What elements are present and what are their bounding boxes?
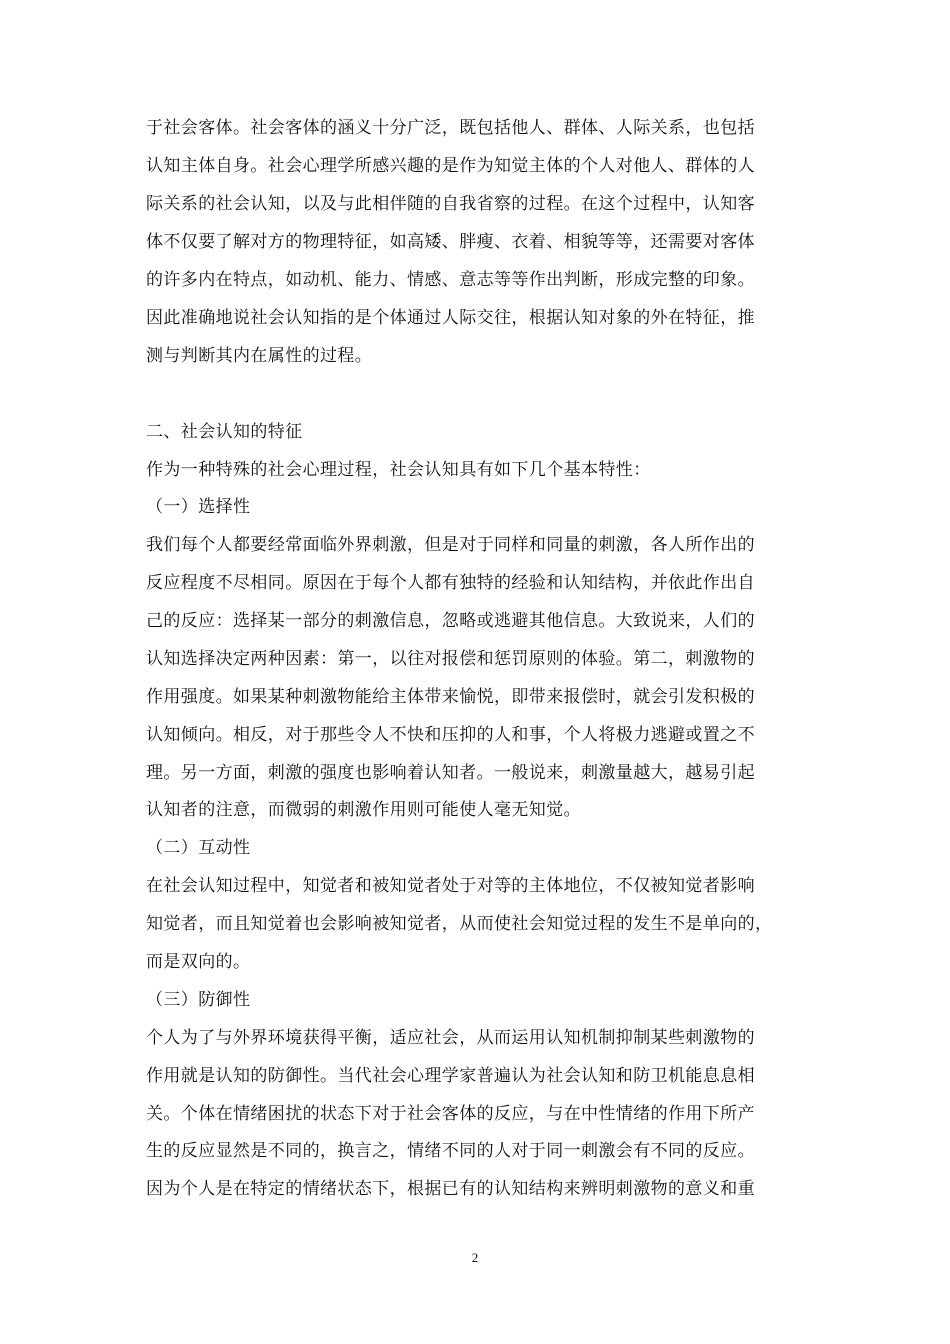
text-line: 理。另一方面，刺激的强度也影响着认知者。一般说来，刺激量越大，越易引起 [146, 763, 755, 783]
text-line: 作用就是认知的防御性。当代社会心理学家普遍认为社会认知和防卫机能息息相 [146, 1066, 755, 1086]
page-number: 2 [471, 1250, 479, 1265]
text-line: 测与判断其内在属性的过程。 [146, 346, 373, 366]
text-line: 我们每个人都要经常面临外界刺激，但是对于同样和同量的刺激，各人所作出的 [146, 535, 755, 555]
text-line: 体不仅要了解对方的物理特征，如高矮、胖瘦、衣着、相貌等等，还需要对客体 [146, 232, 755, 252]
text-line: 在社会认知过程中，知觉者和被知觉者处于对等的主体地位，不仅被知觉者影响 [146, 876, 755, 896]
section-heading: 二、社会认知的特征 [146, 422, 303, 442]
text-line: 因此准确地说社会认知指的是个体通过人际交往，根据认知对象的外在特征，推 [146, 308, 755, 328]
text-line: 因为个人是在特定的情绪状态下，根据已有的认知结构来辨明刺激物的意义和重 [146, 1179, 755, 1199]
text-line: 个人为了与外界环境获得平衡，适应社会，从而运用认知机制抑制某些刺激物的 [146, 1028, 755, 1048]
text-line: 作为一种特殊的社会心理过程，社会认知具有如下几个基本特性： [146, 460, 651, 480]
subsection-heading: （三）防御性 [146, 990, 251, 1010]
subsection-heading: （二）互动性 [146, 838, 251, 858]
text-line: 认知主体自身。社会心理学所感兴趣的是作为知觉主体的个人对他人、群体的人 [146, 156, 755, 176]
text-line: 认知者的注意，而微弱的刺激作用则可能使人毫无知觉。 [146, 800, 581, 820]
text-line: 关。个体在情绪困扰的状态下对于社会客体的反应，与在中性情绪的作用下所产 [146, 1104, 755, 1124]
text-line: 认知选择决定两种因素：第一，以往对报偿和惩罚原则的体验。第二，刺激物的 [146, 649, 755, 669]
text-line: 认知倾向。相反，对于那些令人不快和压抑的人和事，个人将极力逃避或置之不 [146, 725, 755, 745]
text-line: 反应程度不尽相同。原因在于每个人都有独特的经验和认知结构，并依此作出自 [146, 573, 755, 593]
text-line: 生的反应显然是不同的，换言之，情绪不同的人对于同一刺激会有不同的反应。 [146, 1141, 755, 1161]
text-line: 知觉者，而且知觉着也会影响被知觉者，从而使社会知觉过程的发生不是单向的， [146, 914, 773, 934]
text-line: 际关系的社会认知，以及与此相伴随的自我省察的过程。在这个过程中，认知客 [146, 194, 755, 214]
text-line: 的许多内在特点，如动机、能力、情感、意志等等作出判断，形成完整的印象。 [146, 270, 755, 290]
text-line: 己的反应：选择某一部分的刺激信息，忽略或逃避其他信息。大致说来，人们的 [146, 611, 755, 631]
text-line: 作用强度。如果某种刺激物能给主体带来愉悦，即带来报偿时，就会引发积极的 [146, 687, 755, 707]
text-line: 而是双向的。 [146, 952, 251, 972]
subsection-heading: （一）选择性 [146, 497, 251, 517]
text-line: 于社会客体。社会客体的涵义十分广泛，既包括他人、群体、人际关系，也包括 [146, 118, 755, 138]
